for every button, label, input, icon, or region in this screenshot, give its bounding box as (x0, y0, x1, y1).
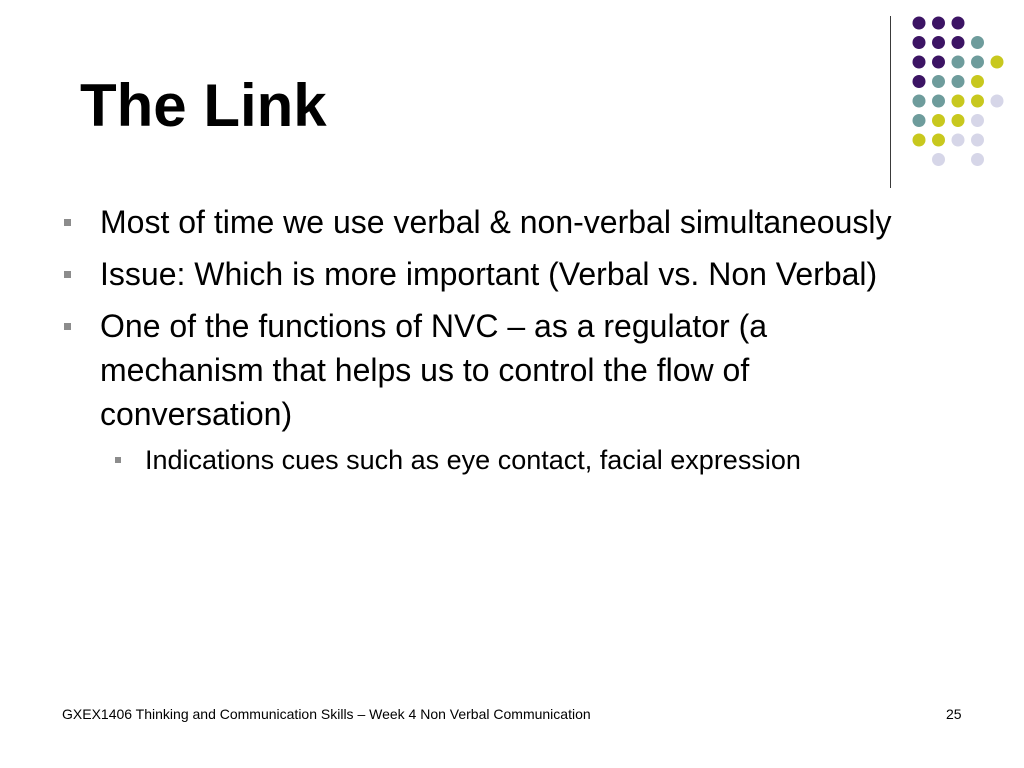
decorative-dot (952, 95, 965, 108)
square-sub-bullet-icon (115, 457, 121, 463)
decorative-dot (913, 17, 926, 30)
decorative-dot (932, 36, 945, 49)
bullet-text: Most of time we use verbal & non-verbal simultaneously (100, 204, 892, 240)
decorative-dot (952, 56, 965, 69)
sub-bullet-item (60, 442, 900, 478)
square-bullet-icon (64, 323, 71, 330)
slide-body (60, 200, 900, 478)
decorative-dot (913, 75, 926, 88)
decorative-dot (913, 36, 926, 49)
decorative-dot (952, 75, 965, 88)
decorative-dot (952, 134, 965, 147)
decorative-dot (971, 56, 984, 69)
slide-page-number: 25 (946, 706, 962, 722)
decorative-dot (971, 134, 984, 147)
decorative-dot (971, 114, 984, 127)
decorative-dot (932, 95, 945, 108)
decorative-dot (932, 114, 945, 127)
decorative-dot (971, 153, 984, 166)
decorative-dot (991, 56, 1004, 69)
bullet-text: One of the functions of NVC – as a regulator (a mechanism that helps us to control the flow of conversation) (100, 308, 768, 432)
decorative-dot (932, 153, 945, 166)
decorative-dot (932, 56, 945, 69)
decorative-dot (971, 75, 984, 88)
bullet-text: Issue: Which is more important (Verbal vs. Non Verbal) (100, 256, 878, 292)
decorative-dot (991, 95, 1004, 108)
square-bullet-icon (64, 271, 71, 278)
bullet-item (60, 304, 900, 436)
decorative-dot (952, 114, 965, 127)
bullet-item (60, 252, 900, 296)
decorative-dot (952, 36, 965, 49)
decorative-dot (932, 75, 945, 88)
vertical-divider-line (890, 16, 891, 188)
square-bullet-icon (64, 219, 71, 226)
slide-title: The Link (80, 72, 327, 139)
decorative-dot (932, 134, 945, 147)
decorative-dot (913, 114, 926, 127)
decorative-dot (971, 36, 984, 49)
sub-bullet-text: Indications cues such as eye contact, facial expression (145, 445, 801, 475)
decorative-dot (971, 95, 984, 108)
decorative-dot (952, 17, 965, 30)
decorative-dot (932, 17, 945, 30)
decorative-dot (913, 134, 926, 147)
decorative-dot (913, 56, 926, 69)
bullet-item (60, 200, 900, 244)
slide-footer: GXEX1406 Thinking and Communication Skills – Week 4 Non Verbal Communication (62, 706, 591, 722)
decorative-dot (913, 95, 926, 108)
